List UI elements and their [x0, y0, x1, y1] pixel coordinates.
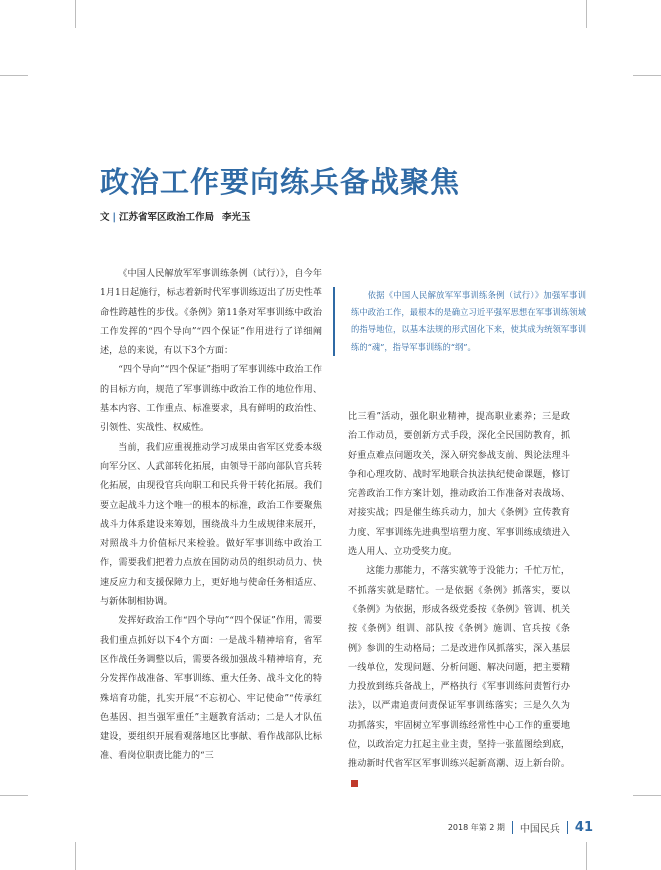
end-of-article-icon [351, 780, 358, 787]
byline-author: 李光玉 [222, 212, 251, 223]
crop-mark [586, 0, 587, 28]
pull-quote [333, 287, 586, 356]
body-column-right [348, 408, 570, 794]
paragraph: “四个导向”“四个保证”指明了军事训练中政治工作的目标方向，规范了军事训练中政治工作的地位作用、基本内容、工作重点、标准要求，具有鲜明的政治性、引领性、实战性、权威性。 [100, 365, 322, 434]
crop-mark [0, 795, 28, 796]
byline-separator: | [112, 212, 116, 223]
crop-mark [75, 842, 76, 870]
crop-mark [586, 842, 587, 870]
page-footer [448, 820, 593, 835]
magazine-name: 中国民兵 [519, 824, 560, 835]
paragraph: 比三看”活动，强化职业精神，提高职业素养；三是政治工作动员，要创新方式手段，深化全民国防教育，抓好重点难点问题攻关，深入研究参战支前、舆论法理斗争和心理攻防、战时军地联合执法执纪使命课题，修订完善政治工作方案计划，推动政治工作准备对表战场、对接实战；四是催生练兵动力，加大《条例》宣传教育力度、军事训练先进典型培塑力度、军事训练成绩进入选人用人、立功受奖力度。 [348, 412, 570, 558]
byline-unit: 江苏省军区政治工作局 [119, 212, 215, 223]
pull-quote-text: 依据《中国人民解放军军事训练条例（试行）》加强军事训练中政治工作，最根本的是确立习近平强军思想在军事训练领域的指导地位，以基本法规的形式固化下来，使其成为统领军事训练的“魂”，指导军事训练的“纲”。 [351, 290, 586, 352]
byline [100, 209, 251, 223]
paragraph: 《中国人民解放军军事训练条例（试行）》，自今年1月1日起施行，标志着新时代军事训练迈出了历史性革命性跨越性的步伐。《条例》第11条对军事训练中政治工作发挥的“四个导向”“四个保证”作用进行了详细阐述，总的来说，有以下3个方面： [100, 269, 322, 357]
issue-number: 2018 年第 2 期 [447, 823, 505, 832]
paragraph: 当前，我们应重视推动学习成果由省军区党委本级向军分区、人武部转化拓展，由领导干部向部队官兵转化拓展，由现役官兵向职工和民兵骨干转化拓展。我们要立起战斗力这个唯一的根本的标准，政治工作要聚焦战斗力体系建设来筹划，围绕战斗力生成规律来展开，对照战斗力价值标尺来检验。做好军事训练中政治工作，需要我们把着力点放在国防动员的组织动员力、快速反应力和支援保障力上，更好地与使命任务相适应、与新体制相协调。 [100, 442, 322, 608]
footer-divider [567, 821, 568, 834]
crop-mark [633, 795, 661, 796]
byline-prefix: 文 [100, 212, 110, 223]
crop-mark [75, 0, 76, 28]
crop-mark [633, 75, 661, 76]
paragraph: 发挥好政治工作“四个导向”“四个保证”作用，需要我们重点抓好以下4个方面：一是战斗精神培育，省军区作战任务调整以后，需要各级加强战斗精神培育，充分发挥作战准备、军事训练、重大任务、战斗文化的特殊培育功能，扎实开展“不忘初心、牢记使命”“传承红色基因、担当强军重任”主题教育活动；二是人才队伍建设，要组织开展看观落地区比事献、看作战部队比标准、看岗位职责比能力的“三 [100, 616, 322, 762]
article-title: 政治工作要向练兵备战聚焦 [100, 165, 461, 199]
footer-divider [512, 821, 513, 834]
crop-mark [0, 75, 28, 76]
paragraph: 这能力那能力，不落实就等于没能力；千忙万忙，不抓落实就是瞎忙。一是依据《条例》抓落实，要以《条例》为依据，形成各级党委按《条例》管训、机关按《条例》组训、部队按《条例》施训、官兵按《条例》参训的生动格局；二是改进作风抓落实，深入基层一线单位，发现问题、分析问题、解决问题，把主要精力投放到练兵备战上，严格执行《军事训练问责暂行办法》，以严肃追责问责保证军事训练落实；三是久久为功抓落实，牢固树立军事训练经常性中心工作的重要地位，以政治定力扛起主业主责，坚持一张蓝图绘到底，推动新时代省军区军事训练兴起新高潮、迈上新台阶。 [348, 566, 570, 770]
body-column-left [100, 265, 322, 767]
page-number: 41 [574, 820, 593, 835]
